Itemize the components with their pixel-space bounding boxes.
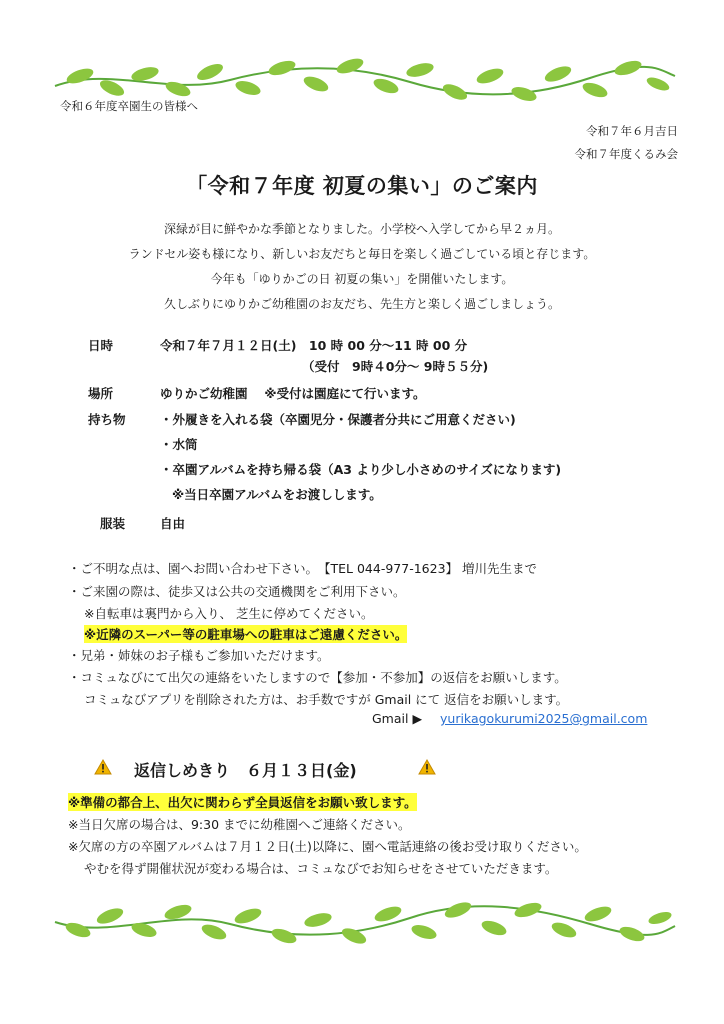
items-label: 持ち物 <box>88 412 126 427</box>
footer-highlight: ※準備の都合上、出欠に関わらず全員返信をお願い致します。 <box>68 795 417 810</box>
footer-note-status: やむを得ず開催状況が変わる場合は、コミュなびでお知らせをさせていただきます。 <box>84 861 558 876</box>
datetime-label: 日時 <box>88 338 114 353</box>
gmail-address-link[interactable]: yurikagokurumi2025@gmail.com <box>440 711 648 726</box>
footer-note-album: ※欠席の方の卒園アルバムは７月１２日(土)以降に、園へ電話連絡の後お受け取りください。 <box>68 839 587 854</box>
issue-date: 令和７年６月吉日 <box>586 124 678 138</box>
note-transport: ・ご来園の際は、徒歩又は公共の交通機関をご利用下さい。 <box>68 584 406 599</box>
datetime-value: 令和７年７月１２日(土) 10 時 00 分～11 時 00 分 <box>160 338 468 353</box>
intro-line: 久しぶりにゆりかご幼稚園のお友だち、先生方と楽しく過ごしましょう。 <box>163 297 560 311</box>
reception-time: （受付 9時４0分～ 9時５５分) <box>302 359 489 374</box>
dress-label: 服装 <box>100 516 126 531</box>
list-item: ・外履きを入れる袋（卒園児分・保護者分共にご用意ください) <box>160 412 516 427</box>
note-contact: ・ご不明な点は、園へお問い合わせ下さい。 【TEL 044-977-1623】 増川先生まで <box>68 561 537 576</box>
items-note: ※当日卒園アルバムをお渡しします。 <box>172 487 382 502</box>
note-reply: ・コミュなびにて出欠の連絡をいたしますので【参加・不参加】の返信をお願いします。 <box>68 670 567 685</box>
note-bicycle: ※自転車は裏門から入り、 芝生に停めてください。 <box>84 606 374 621</box>
page-title: 「令和７年度 初夏の集い」のご案内 <box>186 174 538 198</box>
list-item: ・水筒 <box>160 437 198 452</box>
recipient: 令和６年度卒園生の皆様へ <box>60 99 198 113</box>
place-label: 場所 <box>88 386 114 401</box>
vine-bottom-icon <box>50 900 680 946</box>
reply-deadline: 返信しめきり ６月１３日(金) <box>134 761 357 780</box>
intro-line: 今年も「ゆりかごの日 初夏の集い」を開催いたします。 <box>210 272 514 286</box>
footer-note-absence: ※当日欠席の場合は、9:30 までに幼稚園へご連絡ください。 <box>68 817 411 832</box>
note-parking-highlight: ※近隣のスーパー等の駐車場への駐車はご遠慮ください。 <box>84 627 408 642</box>
vine-top-icon <box>50 56 680 102</box>
organizer: 令和７年度くるみ会 <box>574 147 678 161</box>
list-item: ・卒園アルバムを持ち帰る袋（A3 より少し小さめのサイズになります) <box>160 462 562 477</box>
note-siblings: ・兄弟・姉妹のお子様もご参加いただけます。 <box>68 648 330 663</box>
note-gmail: コミュなびアプリを削除された方は、お手数ですが Gmail にて 返信をお願いします。 <box>84 692 569 707</box>
warning-icon <box>94 759 112 775</box>
warning-icon <box>418 759 436 775</box>
intro-line: 深緑が目に鮮やかな季節となりました。小学校へ入学してから早２ヵ月。 <box>163 222 560 236</box>
gmail-label: Gmail ▶ <box>372 711 423 726</box>
dress-value: 自由 <box>160 516 186 531</box>
intro-line: ランドセル姿も様になり、新しいお友だちと毎日を楽しく過ごしている頃と存じます。 <box>128 247 596 261</box>
place-value: ゆりかご幼稚園 ※受付は園庭にて行います。 <box>160 386 426 401</box>
